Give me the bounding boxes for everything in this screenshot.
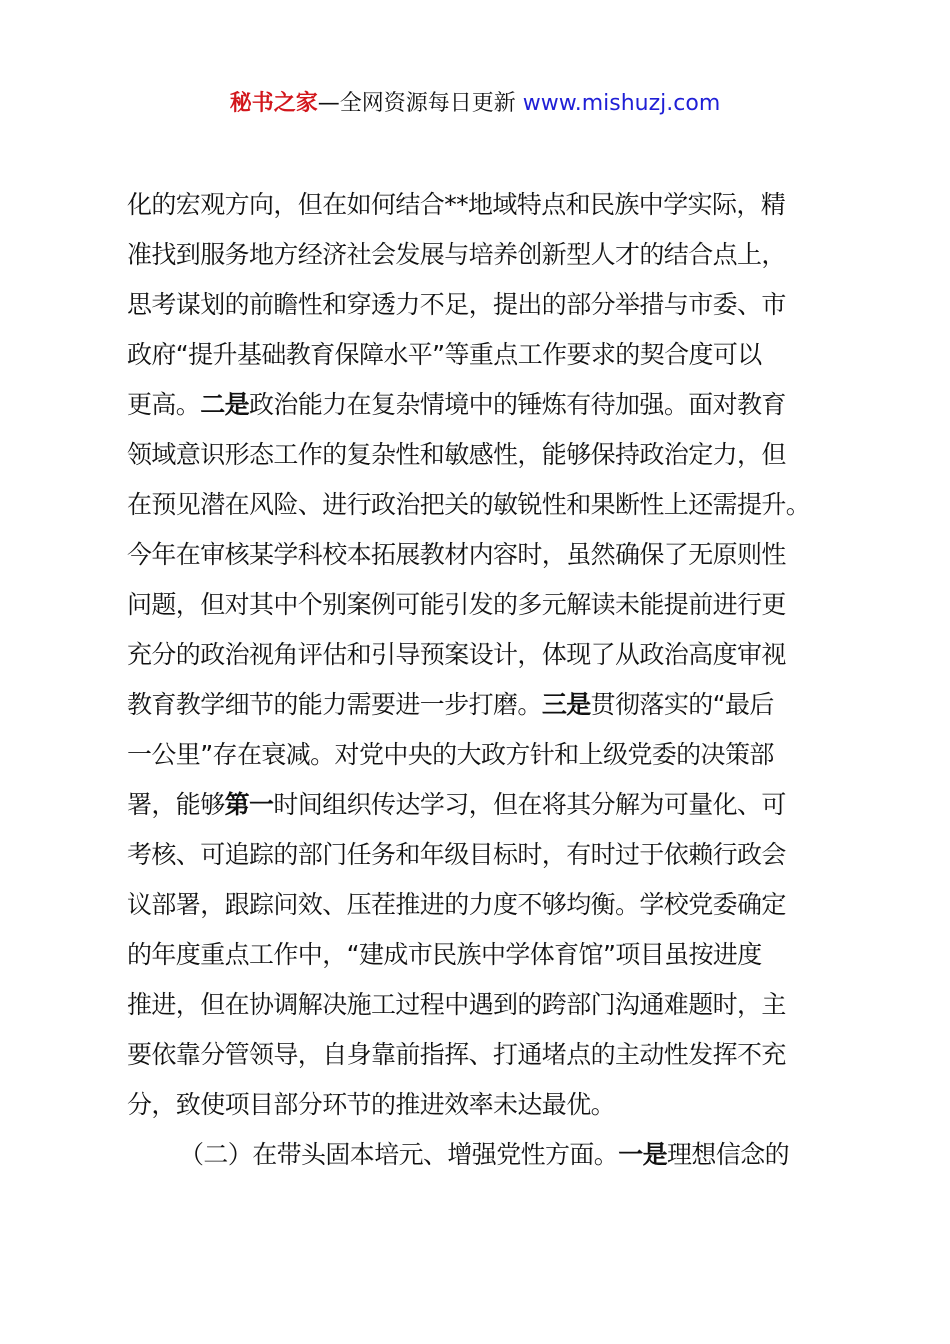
text-line: 在预见潜在风险、进行政治把关的敏锐性和果断性上还需提升。 (127, 490, 811, 519)
text-line: 更高。二是政治能力在复杂情境中的锤炼有待加强。面对教育 (127, 390, 786, 419)
text-line: 领域意识形态工作的复杂性和敏感性，能够保持政治定力，但 (127, 440, 786, 469)
text-line: 政府“提升基础教育保障水平”等重点工作要求的契合度可以 (127, 340, 762, 369)
text-line: 要依靠分管领导，自身靠前指挥、打通堵点的主动性发挥不充 (127, 1040, 786, 1069)
emphasis-label: 第一 (224, 790, 274, 819)
section-heading-line: （二）在带头固本培元、增强党性方面。一是理想信念的 (179, 1140, 790, 1169)
text-line: 的年度重点工作中，“建成市民族中学体育馆”项目虽按进度 (127, 940, 762, 969)
text-line: 充分的政治视角评估和引导预案设计，体现了从政治高度审视 (127, 640, 786, 669)
text-line: 议部署，跟踪问效、压茬推进的力度不够均衡。学校党委确定 (127, 890, 786, 919)
text-line: 化的宏观方向，但在如何结合**地域特点和民族中学实际，精 (127, 190, 786, 219)
header-tagline: —全网资源每日更新 (317, 91, 523, 116)
brand-name: 秘书之家 (229, 91, 318, 116)
text-line: 考核、可追踪的部门任务和年级目标时，有时过于依赖行政会 (127, 840, 786, 869)
emphasis-label: 二是 (200, 390, 250, 419)
emphasis-label: 三是 (541, 690, 591, 719)
watermark-header (0, 86, 950, 122)
text-line: 准找到服务地方经济社会发展与培养创新型人才的结合点上， (127, 240, 786, 269)
text-line: 今年在审核某学科校本拓展教材内容时，虽然确保了无原则性 (127, 540, 786, 569)
document-body (127, 180, 847, 1180)
website-url: www.mishuzj.com (522, 91, 721, 116)
text-line: 教育教学细节的能力需要进一步打磨。三是贯彻落实的“最后 (127, 690, 774, 719)
text-line: 一公里”存在衰减。对党中央的大政方针和上级党委的决策部 (127, 740, 774, 769)
text-line: 思考谋划的前瞻性和穿透力不足，提出的部分举措与市委、市 (127, 290, 786, 319)
text-line: 问题，但对其中个别案例可能引发的多元解读未能提前进行更 (127, 590, 786, 619)
text-line: 署，能够第一时间组织传达学习，但在将其分解为可量化、可 (127, 790, 786, 819)
emphasis-label: 一是 (618, 1140, 668, 1169)
text-line: 分，致使项目部分环节的推进效率未达最优。 (127, 1090, 616, 1119)
text-line: 推进，但在协调解决施工过程中遇到的跨部门沟通难题时，主 (127, 990, 786, 1019)
